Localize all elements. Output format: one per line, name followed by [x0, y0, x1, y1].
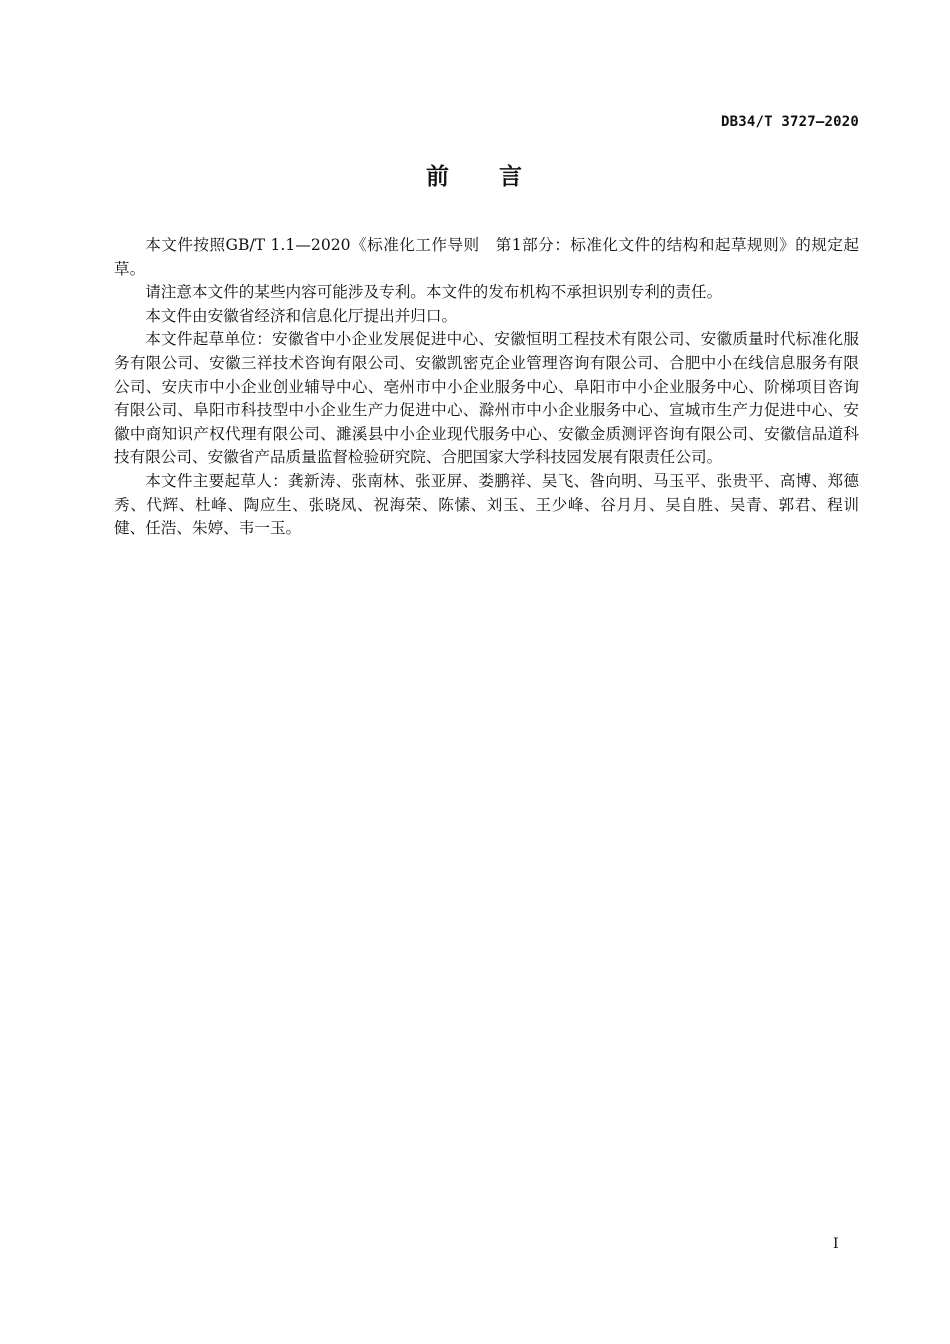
title-part-1: 前	[426, 164, 451, 190]
title-part-2: 言	[499, 164, 524, 190]
paragraph-drafting-rules: 本文件按照GB/T 1.1—2020《标准化工作导则 第1部分：标准化文件的结构和起草规则》的规定起草。	[114, 236, 859, 278]
paragraph-patent-notice: 请注意本文件的某些内容可能涉及专利。本文件的发布机构不承担识别专利的责任。	[145, 283, 723, 302]
page-number: I	[833, 1236, 839, 1252]
paragraph-proposer: 本文件由安徽省经济和信息化厅提出并归口。	[145, 306, 458, 325]
foreword-body	[114, 234, 859, 541]
document-code: DB34/T 3727—2020	[720, 114, 859, 130]
paragraph-drafting-units: 本文件起草单位：安徽省中小企业发展促进中心、安徽恒明工程技术有限公司、安徽质量时代标准化服务有限公司、安徽三祥技术咨询有限公司、安徽凯密克企业管理咨询有限公司、合肥中小在线信息服务有限公司、安庆市中小企业创业辅导中心、亳州市中小企业服务中心、阜阳市中小企业服务中心、阶梯项目咨询有限公司、阜阳市科技型中小企业生产力促进中心、滁州市中小企业服务中心、宣城市生产力促进中心、安徽中商知识产权代理有限公司、濉溪县中小企业现代服务中心、安徽金质测评咨询有限公司、安徽信品道科技有限公司、安徽省产品质量监督检验研究院、合肥国家大学科技园发展有限责任公司。	[114, 330, 859, 467]
page-title	[0, 158, 950, 191]
paragraph-drafters: 本文件主要起草人：龚新涛、张南林、张亚屏、娄鹏祥、吴飞、昝向明、马玉平、张贵平、高博、郑德秀、代辉、杜峰、陶应生、张晓凤、祝海荣、陈愫、刘玉、王少峰、谷月月、吴自胜、吴青、郭君、程训健、任浩、朱婷、韦一玉。	[114, 471, 859, 538]
